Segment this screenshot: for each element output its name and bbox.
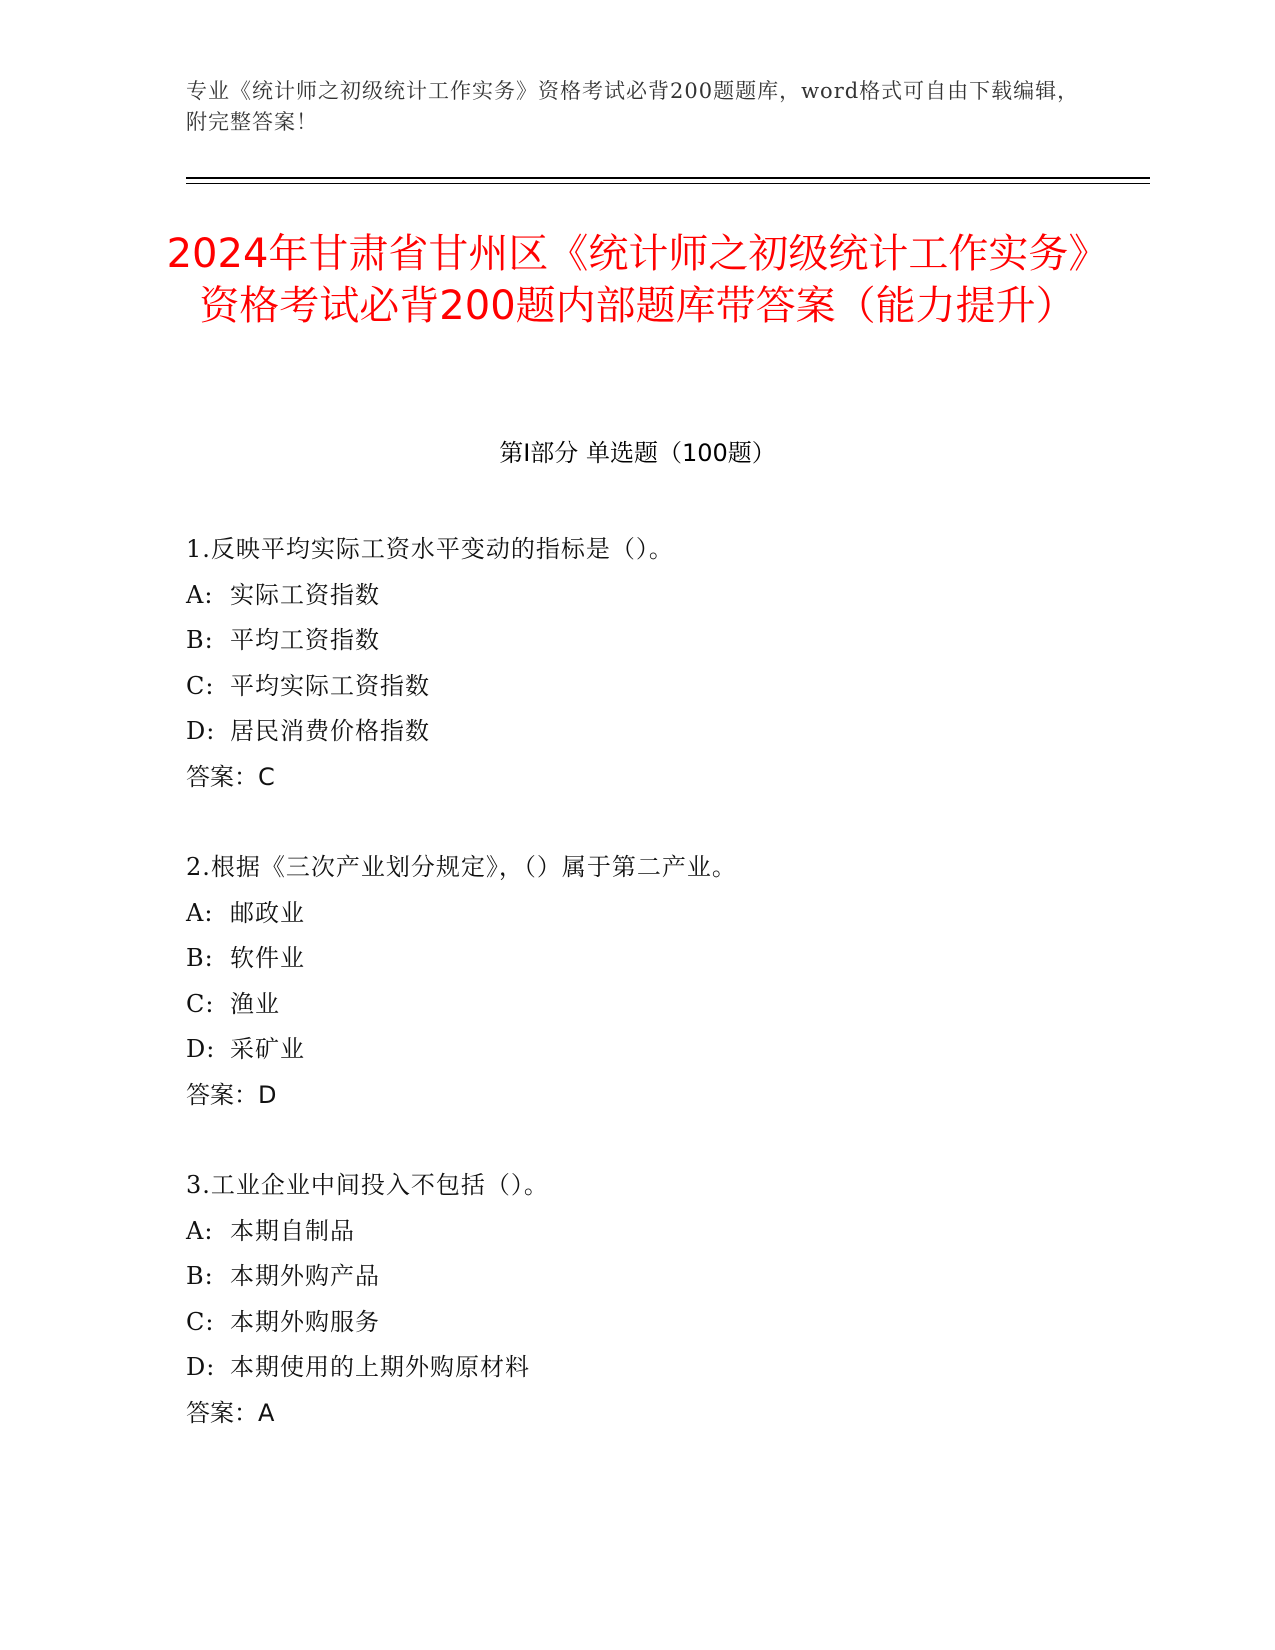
option-text: 软件业	[230, 944, 305, 972]
question-1	[186, 527, 1136, 845]
option-key: B:	[186, 1262, 214, 1290]
option-key: D:	[186, 1035, 216, 1063]
option-a	[186, 891, 1136, 937]
option-key: D:	[186, 1353, 216, 1381]
question-2	[186, 845, 1136, 1163]
option-text: 本期使用的上期外购原材料	[230, 1353, 530, 1381]
option-d	[186, 1027, 1136, 1073]
option-key: D:	[186, 717, 216, 745]
option-text: 居民消费价格指数	[230, 717, 430, 745]
header-note: 专业《统计师之初级统计工作实务》资格考试必背200题题库，word格式可自由下载编辑，附完整答案！	[186, 79, 1080, 134]
header-divider-bottom	[186, 183, 1150, 184]
option-text: 渔业	[230, 989, 280, 1018]
option-key: B:	[186, 626, 214, 654]
option-d	[186, 1345, 1136, 1391]
option-key: A:	[186, 898, 214, 927]
option-key: C:	[186, 671, 215, 700]
question-3	[186, 1163, 1136, 1481]
option-c	[186, 1300, 1136, 1346]
option-b	[186, 618, 1136, 664]
question-stem: 2.根据《三次产业划分规定》，（）属于第二产业。	[186, 853, 737, 881]
section-title: 第Ⅰ部分 单选题（100题）	[499, 439, 776, 467]
question-stem: 3.工业企业中间投入不包括（）。	[186, 1171, 549, 1199]
option-key: A:	[186, 580, 214, 609]
option-b	[186, 1254, 1136, 1300]
option-text: 平均实际工资指数	[230, 671, 430, 700]
question-stem: 1.反映平均实际工资水平变动的指标是（）。	[186, 535, 674, 563]
option-text: 本期外购产品	[230, 1262, 380, 1290]
option-text: 本期外购服务	[230, 1307, 380, 1336]
document-title: 2024年甘肃省甘州区《统计师之初级统计工作实务》资格考试必背200题内部题库带答案（能力提升）	[166, 231, 1109, 329]
option-d	[186, 709, 1136, 755]
option-key: C:	[186, 989, 215, 1018]
option-a	[186, 573, 1136, 619]
option-key: B:	[186, 944, 214, 972]
answer-line: 答案：C	[186, 762, 275, 791]
option-text: 本期自制品	[230, 1216, 355, 1245]
option-key: A:	[186, 1216, 214, 1245]
option-text: 邮政业	[230, 898, 305, 927]
option-text: 平均工资指数	[230, 626, 380, 654]
option-c	[186, 982, 1136, 1028]
question-list	[186, 527, 1136, 1481]
option-a	[186, 1209, 1136, 1255]
option-text: 采矿业	[230, 1035, 305, 1063]
option-c	[186, 664, 1136, 710]
answer-line: 答案：A	[186, 1398, 275, 1427]
answer-line: 答案：D	[186, 1080, 277, 1109]
option-key: C:	[186, 1307, 215, 1336]
option-text: 实际工资指数	[230, 580, 380, 609]
header-divider-top	[186, 177, 1150, 179]
option-b	[186, 936, 1136, 982]
